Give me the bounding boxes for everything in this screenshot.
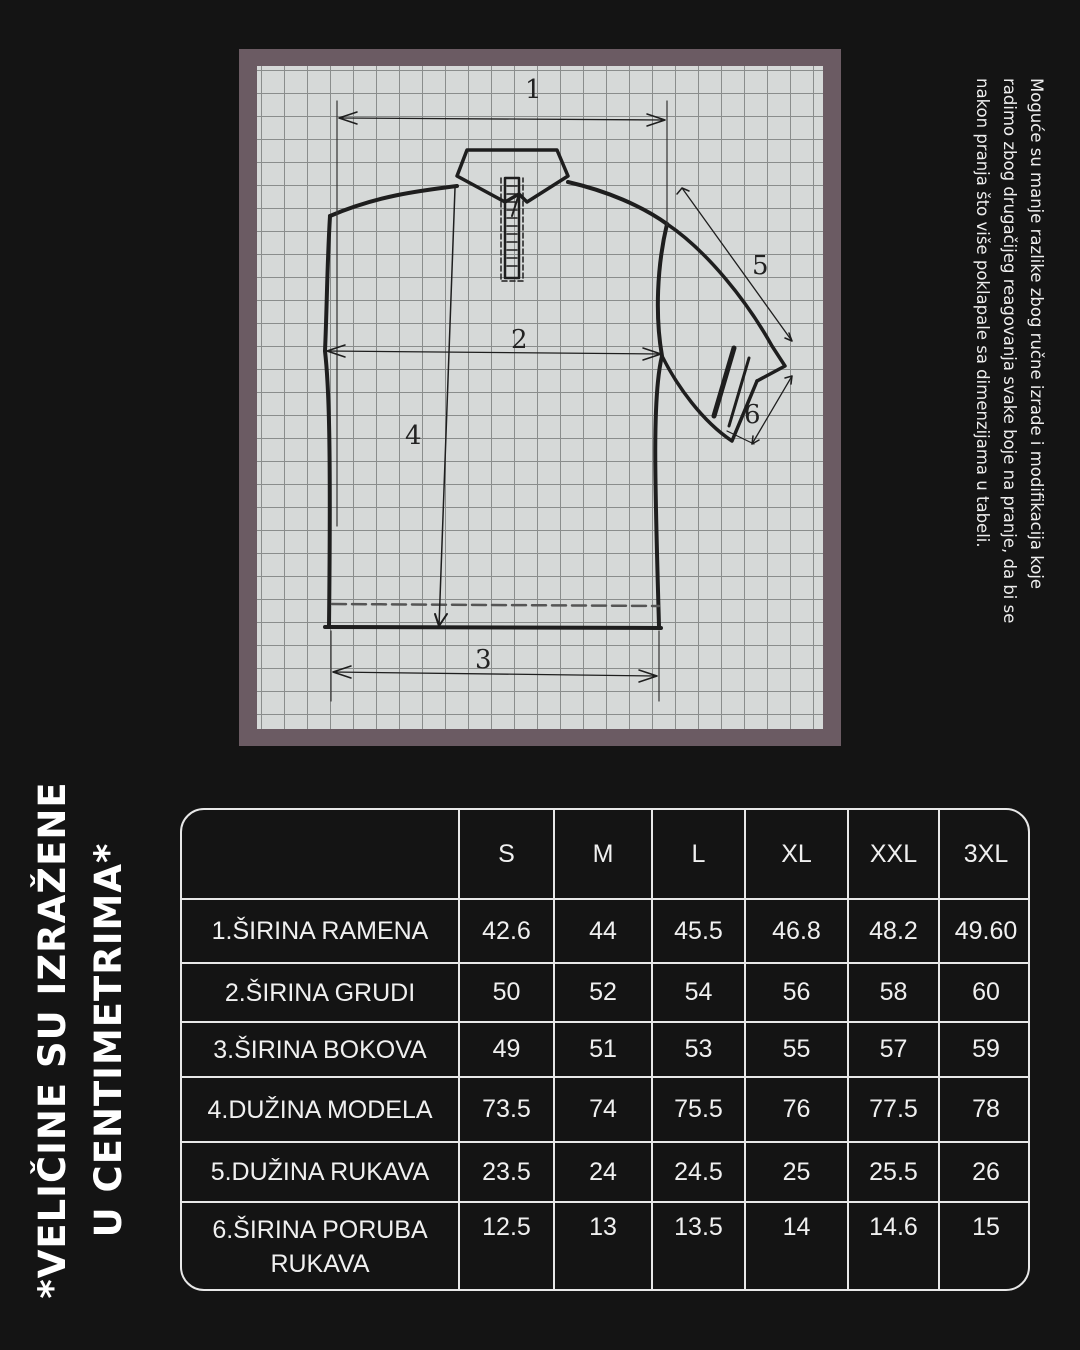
- table-cell: 51: [554, 1022, 652, 1077]
- measurement-label-6: 6: [744, 400, 761, 430]
- table-row: [182, 1202, 1030, 1291]
- size-header-l: L: [652, 810, 745, 899]
- units-title: [25, 780, 137, 1300]
- table-cell: 26: [939, 1142, 1030, 1202]
- measurement-label-3: 3: [475, 645, 492, 675]
- table-cell: 12.5: [459, 1202, 554, 1291]
- table-cell: 49: [459, 1022, 554, 1077]
- size-header-m: M: [554, 810, 652, 899]
- table-cell: 15: [939, 1202, 1030, 1291]
- table-cell: 25.5: [848, 1142, 939, 1202]
- table-cell: 78: [939, 1077, 1030, 1142]
- table-cell: 24: [554, 1142, 652, 1202]
- table-cell: 57: [848, 1022, 939, 1077]
- table-row: [182, 1142, 1030, 1202]
- table-cell: 48.2: [848, 899, 939, 963]
- table-cell: 44: [554, 899, 652, 963]
- size-header-s: S: [459, 810, 554, 899]
- disclaimer-text: Moguće su manje razlike zbog ručne izrade i modifikacija koje radimo zbog drugačijeg reagovanja svake boje na pranje, da bi se nakon pranja što više poklapale sa dimenzijama u tabeli.: [973, 78, 1046, 624]
- table-cell: 46.8: [745, 899, 848, 963]
- table-cell: 24.5: [652, 1142, 745, 1202]
- shirt-measurement-sketch: [257, 66, 823, 729]
- table-cell: 54: [652, 963, 745, 1022]
- table-cell: 45.5: [652, 899, 745, 963]
- table-cell: 59: [939, 1022, 1030, 1077]
- table-cell: 13: [554, 1202, 652, 1291]
- units-title-line-2: U CENTIMETRIMA*: [87, 842, 130, 1238]
- table-corner-cell: [182, 810, 459, 899]
- table-cell: 14: [745, 1202, 848, 1291]
- table-cell: 42.6: [459, 899, 554, 963]
- units-title-line-1: *VELIČINE SU IZRAŽENE: [31, 781, 74, 1299]
- table-cell: 53: [652, 1022, 745, 1077]
- size-header-xl: XL: [745, 810, 848, 899]
- graph-paper-sketch: [257, 66, 823, 729]
- measurement-label-4: 4: [405, 421, 422, 451]
- table-cell: 58: [848, 963, 939, 1022]
- row-label: 5.DUŽINA RUKAVA: [182, 1142, 459, 1202]
- row-label: 4.DUŽINA MODELA: [182, 1077, 459, 1142]
- size-chart: [180, 808, 1030, 1291]
- table-cell: 50: [459, 963, 554, 1022]
- measurement-label-5: 5: [752, 251, 769, 281]
- table-row: [182, 1077, 1030, 1142]
- measurement-label-2: 2: [511, 325, 528, 355]
- row-label: 2.ŠIRINA GRUDI: [182, 963, 459, 1022]
- table-cell: 76: [745, 1077, 848, 1142]
- table-cell: 25: [745, 1142, 848, 1202]
- measurement-label-1: 1: [525, 75, 542, 105]
- table-cell: 77.5: [848, 1077, 939, 1142]
- sketch-photo-frame: [239, 49, 841, 746]
- table-row: [182, 1022, 1030, 1077]
- disclaimer-note: [960, 78, 1050, 648]
- table-row: [182, 899, 1030, 963]
- table-header-row: [182, 810, 1030, 899]
- table-cell: 73.5: [459, 1077, 554, 1142]
- table-cell: 60: [939, 963, 1030, 1022]
- table-cell: 56: [745, 963, 848, 1022]
- table-cell: 52: [554, 963, 652, 1022]
- row-label: 6.ŠIRINA PORUBA RUKAVA: [182, 1202, 459, 1291]
- table-cell: 75.5: [652, 1077, 745, 1142]
- table-row: [182, 963, 1030, 1022]
- table-cell: 14.6: [848, 1202, 939, 1291]
- size-header-xxl: XXL: [848, 810, 939, 899]
- row-label: 3.ŠIRINA BOKOVA: [182, 1022, 459, 1077]
- row-label: 1.ŠIRINA RAMENA: [182, 899, 459, 963]
- size-table: [182, 810, 1030, 1291]
- table-cell: 13.5: [652, 1202, 745, 1291]
- table-cell: 49.60: [939, 899, 1030, 963]
- size-header-3xl: 3XL: [939, 810, 1030, 899]
- table-cell: 74: [554, 1077, 652, 1142]
- table-cell: 55: [745, 1022, 848, 1077]
- table-cell: 23.5: [459, 1142, 554, 1202]
